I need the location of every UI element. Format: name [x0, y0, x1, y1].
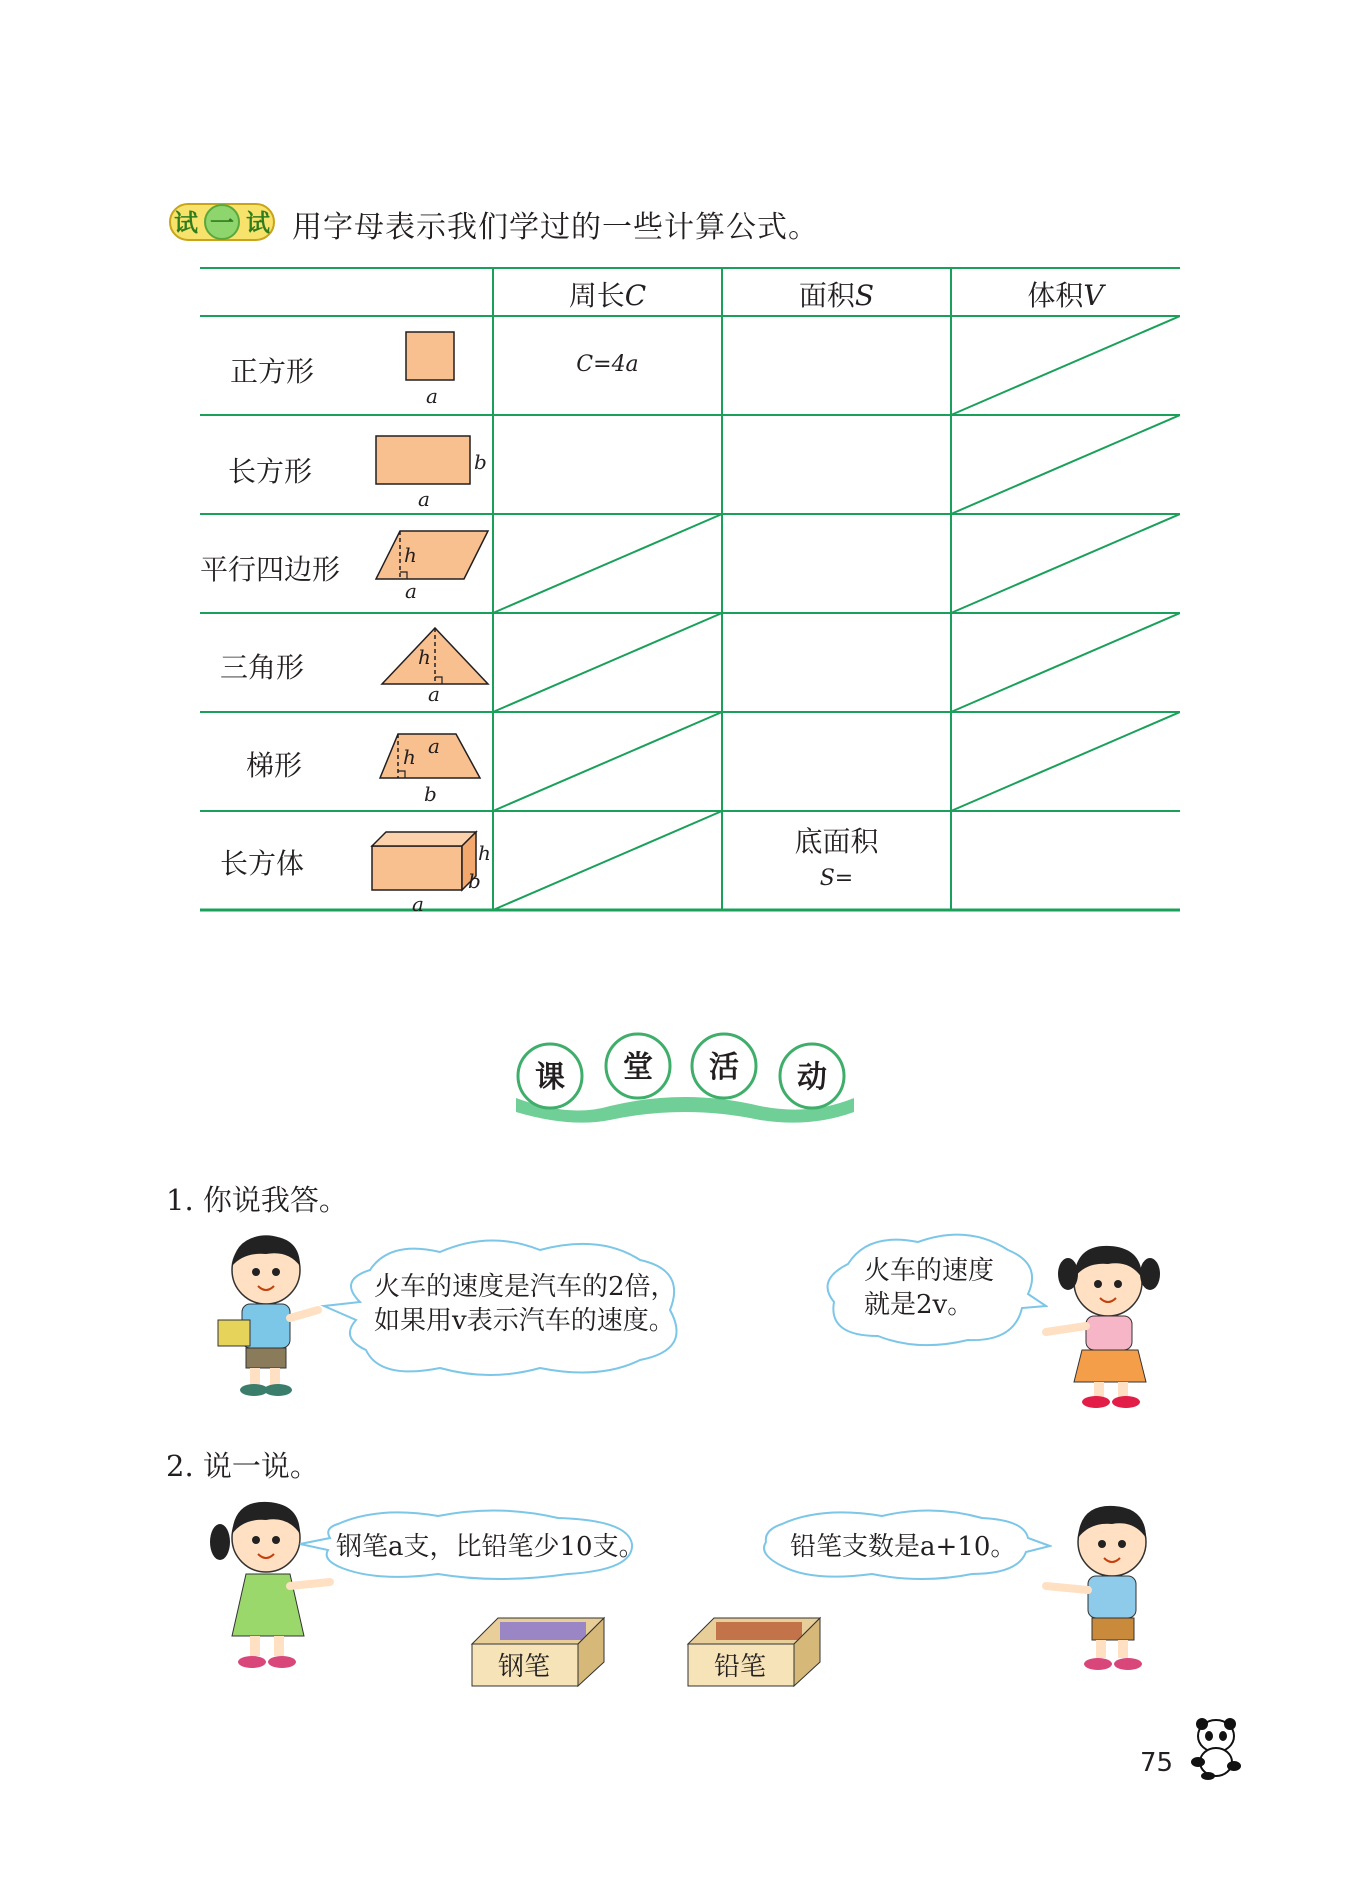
- tri-height-label: h: [418, 645, 431, 669]
- trap-top-label: a: [428, 734, 440, 758]
- row-name-parallelogram: 平行四边形: [200, 553, 341, 586]
- q2-right-bubble-text: 铅笔支数是a+10。: [790, 1532, 1017, 1562]
- cuboid-length-label: a: [412, 892, 424, 916]
- badge-char: 试: [174, 209, 198, 237]
- header-area: 面积S: [798, 279, 875, 312]
- formula-table: [200, 266, 1180, 916]
- row-name-cuboid: 长方体: [220, 847, 305, 880]
- bubble-line: 就是2v。: [864, 1290, 974, 1320]
- trap-height-label: h: [403, 745, 416, 769]
- pen-box-label: 钢笔: [497, 1652, 550, 1682]
- class-activity-banner: [510, 1028, 860, 1124]
- bubble-line: 火车的速度: [864, 1256, 995, 1286]
- cuboid-base-area-formula: S=: [819, 866, 854, 891]
- q2-left-bubble-text: 钢笔a支，比铅笔少10支。: [336, 1532, 645, 1562]
- para-base-label: a: [405, 579, 417, 603]
- cuboid-base-area-title: 底面积: [794, 825, 879, 858]
- row-name-rectangle: 长方形: [228, 455, 313, 488]
- banner-char: 课: [535, 1060, 565, 1095]
- question-2-label: 2. 说一说。: [166, 1449, 319, 1483]
- rect-length-label: a: [418, 487, 430, 511]
- badge-char: 试: [246, 209, 270, 237]
- para-height-label: h: [404, 543, 417, 567]
- cuboid-height-label: h: [478, 841, 491, 865]
- header-perimeter: 周长C: [568, 279, 647, 312]
- try-it-badge: [168, 200, 276, 244]
- row-name-triangle: 三角形: [220, 651, 305, 684]
- bubble-line: 火车的速度是汽车的2倍，: [374, 1272, 677, 1302]
- banner-char: 活: [709, 1050, 739, 1085]
- tri-base-label: a: [428, 682, 440, 706]
- square-shape: [406, 332, 454, 380]
- banner-char: 堂: [623, 1050, 653, 1085]
- row-name-trapezoid: 梯形: [246, 749, 303, 782]
- trap-bottom-label: b: [424, 782, 437, 806]
- square-perimeter-formula: C=4a: [576, 352, 639, 377]
- square-side-label: a: [426, 384, 438, 408]
- banner-char: 动: [797, 1060, 827, 1095]
- badge-char: 一: [210, 209, 234, 237]
- pencil-box-label: 铅笔: [713, 1652, 766, 1682]
- row-name-square: 正方形: [230, 355, 315, 388]
- q1-left-bubble-text: [374, 1270, 677, 1338]
- page-number: 75: [1140, 1748, 1174, 1778]
- bubble-line: 如果用v表示汽车的速度。: [374, 1306, 675, 1336]
- try-it-instruction: 用字母表示我们学过的一些计算公式。: [292, 210, 819, 245]
- panda-icon: [1186, 1716, 1246, 1780]
- cuboid-width-label: b: [468, 869, 481, 893]
- rectangle-shape: [376, 436, 470, 484]
- header-volume: 体积V: [1027, 279, 1104, 312]
- q1-right-bubble-text: [864, 1254, 994, 1322]
- rect-width-label: b: [474, 450, 487, 474]
- cuboid-shape: [372, 832, 476, 890]
- boy-pointing-illustration: [1034, 1494, 1168, 1684]
- boy-with-books-illustration: [214, 1228, 326, 1400]
- girl-pointing-illustration: [1038, 1234, 1168, 1414]
- parallelogram-shape: [376, 531, 488, 579]
- question-1-label: 1. 你说我答。: [166, 1183, 348, 1217]
